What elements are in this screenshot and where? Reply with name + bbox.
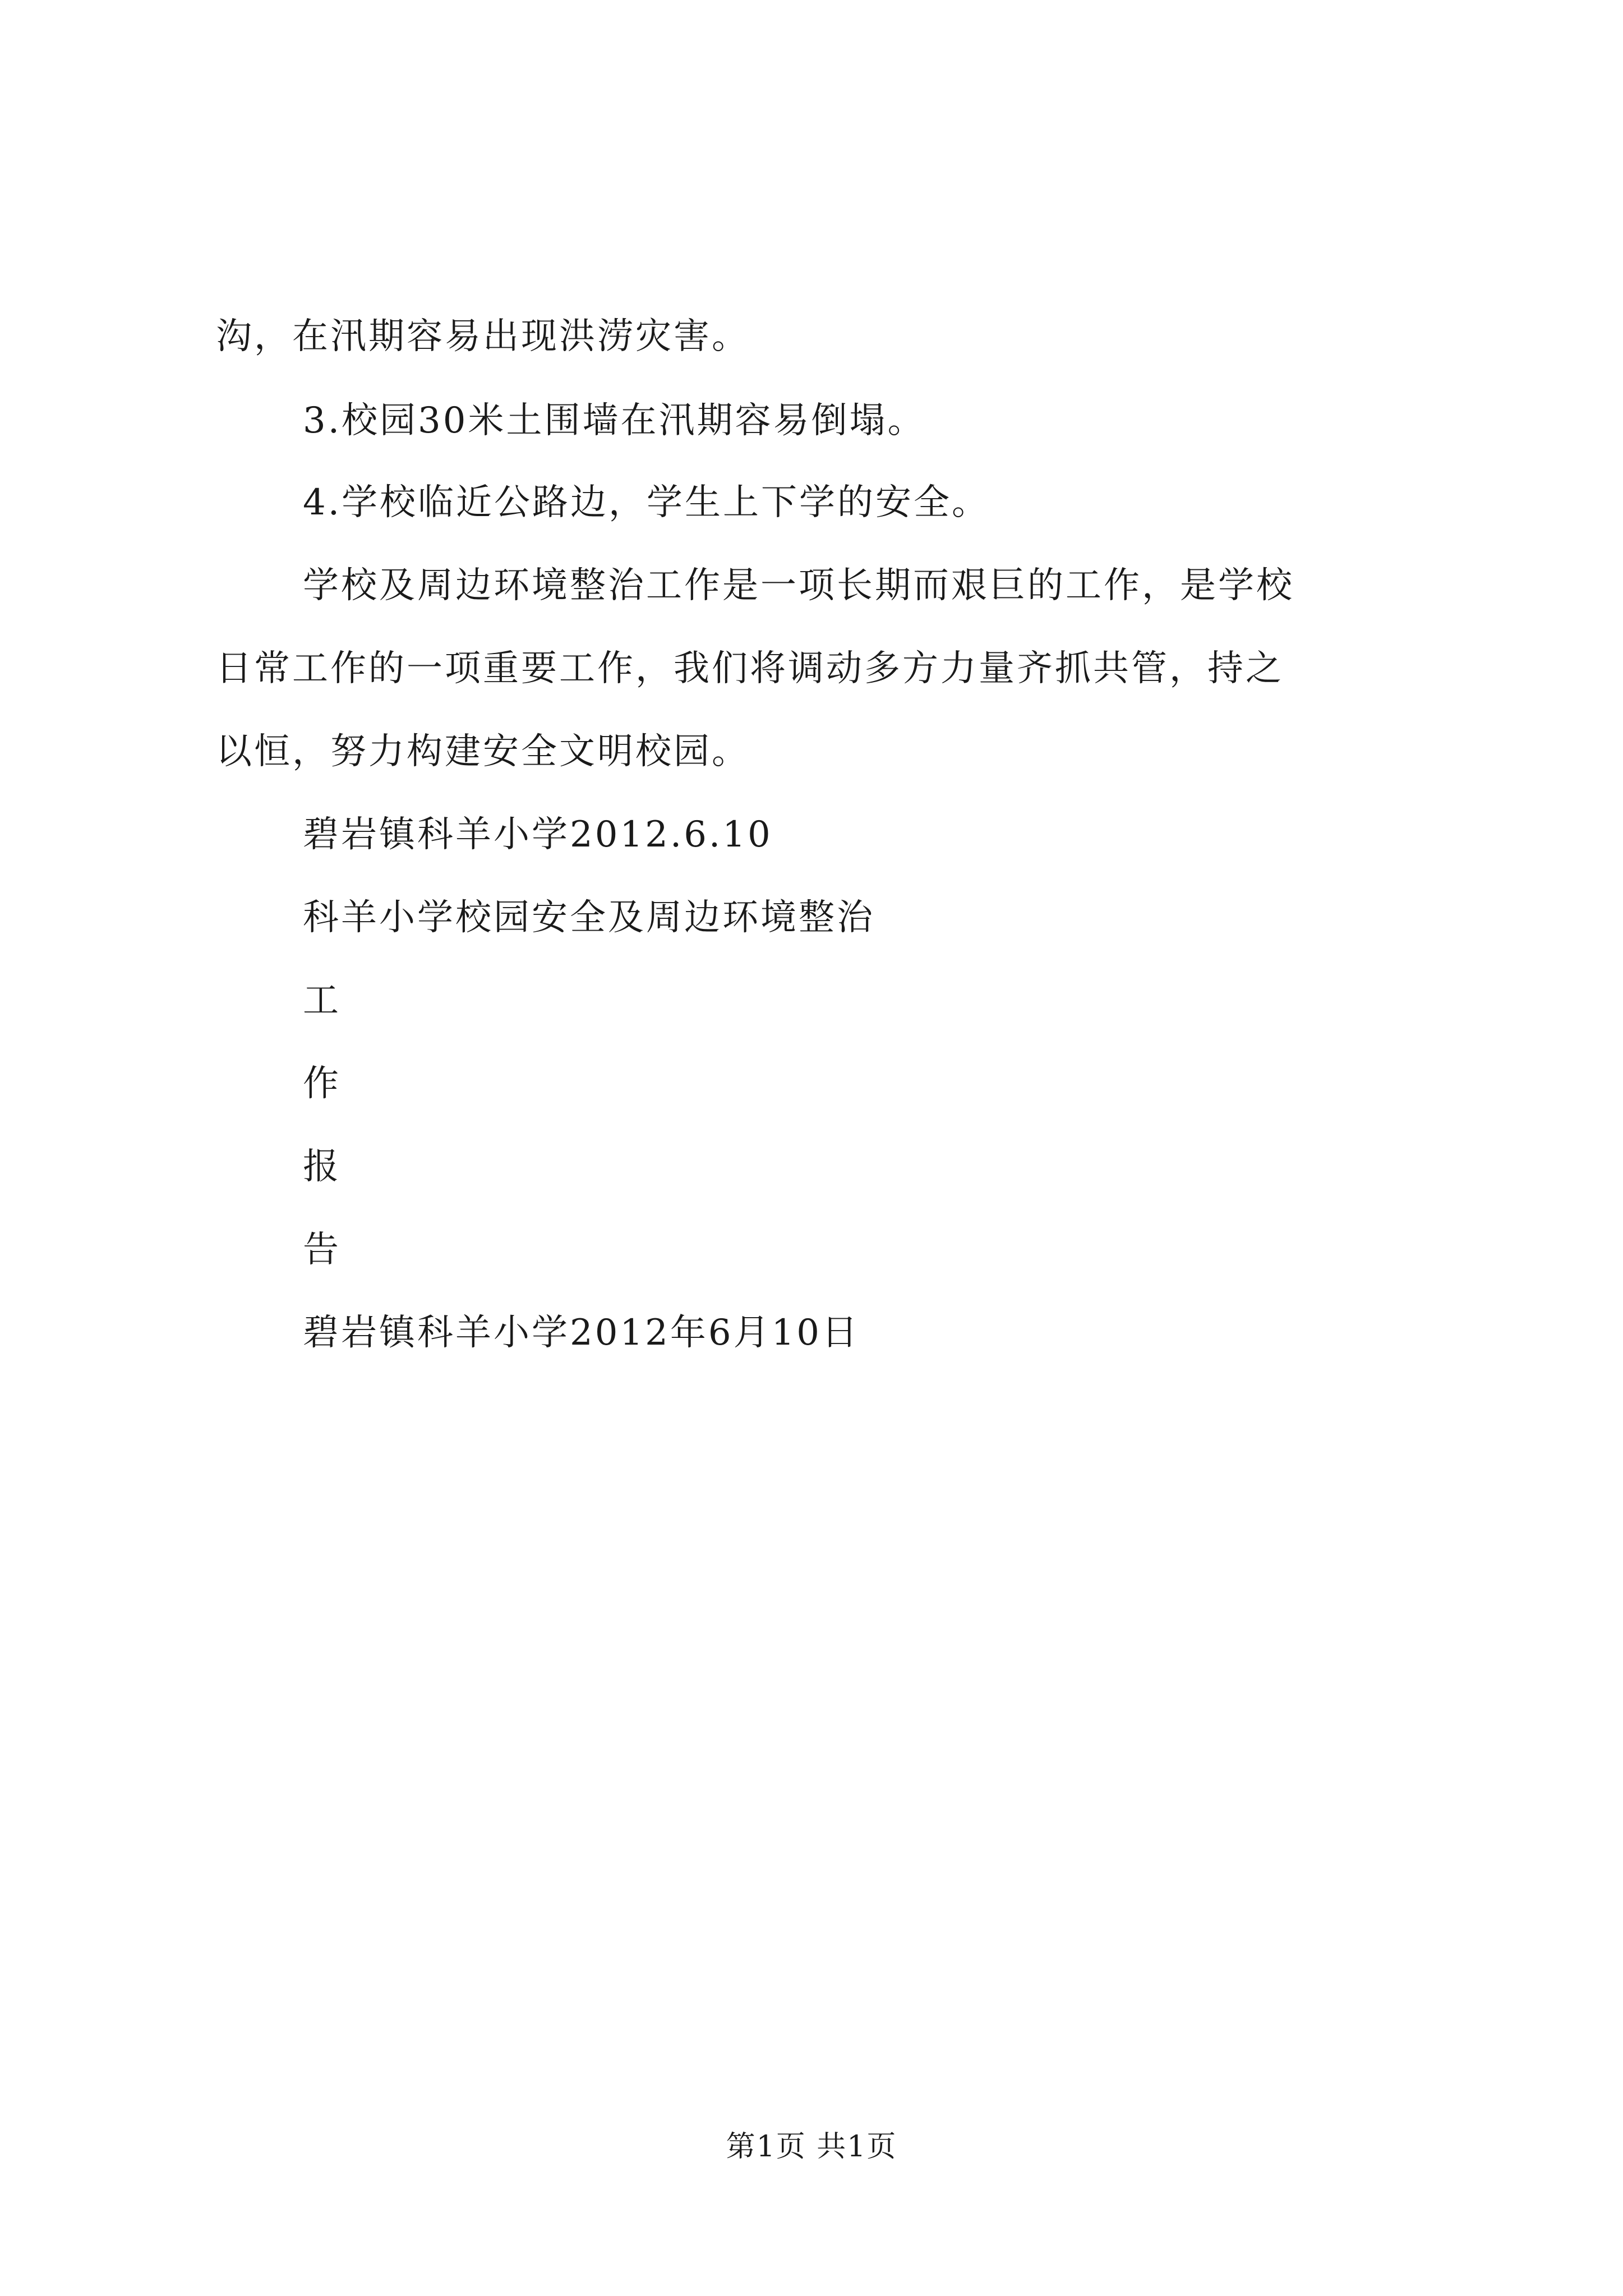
paragraph-line: 日常工作的一项重要工作，我们将调动多方力量齐抓共管，持之 [216, 648, 1284, 689]
title-char: 报 [303, 1146, 341, 1188]
text-line: 沟，在汛期容易出现洪涝灾害。 [216, 316, 750, 357]
signature-line: 碧岩镇科羊小学2012.6.10 [303, 814, 773, 855]
report-title: 科羊小学校园安全及周边环境整治 [303, 897, 875, 938]
title-char: 告 [303, 1229, 341, 1271]
paragraph-line: 以恒，努力构建安全文明校园。 [216, 731, 750, 772]
text-line: 3.校园30米土围墙在汛期容易倒塌。 [303, 400, 926, 441]
page-number-footer: 第1页 共1页 [726, 2130, 897, 2164]
title-char: 作 [303, 1063, 341, 1105]
text-line: 4.学校临近公路边，学生上下学的安全。 [303, 482, 990, 523]
title-char: 工 [303, 980, 341, 1022]
signature-date: 碧岩镇科羊小学2012年6月10日 [303, 1312, 860, 1354]
paragraph-line: 学校及周边环境整治工作是一项长期而艰巨的工作，是学校 [303, 565, 1294, 606]
